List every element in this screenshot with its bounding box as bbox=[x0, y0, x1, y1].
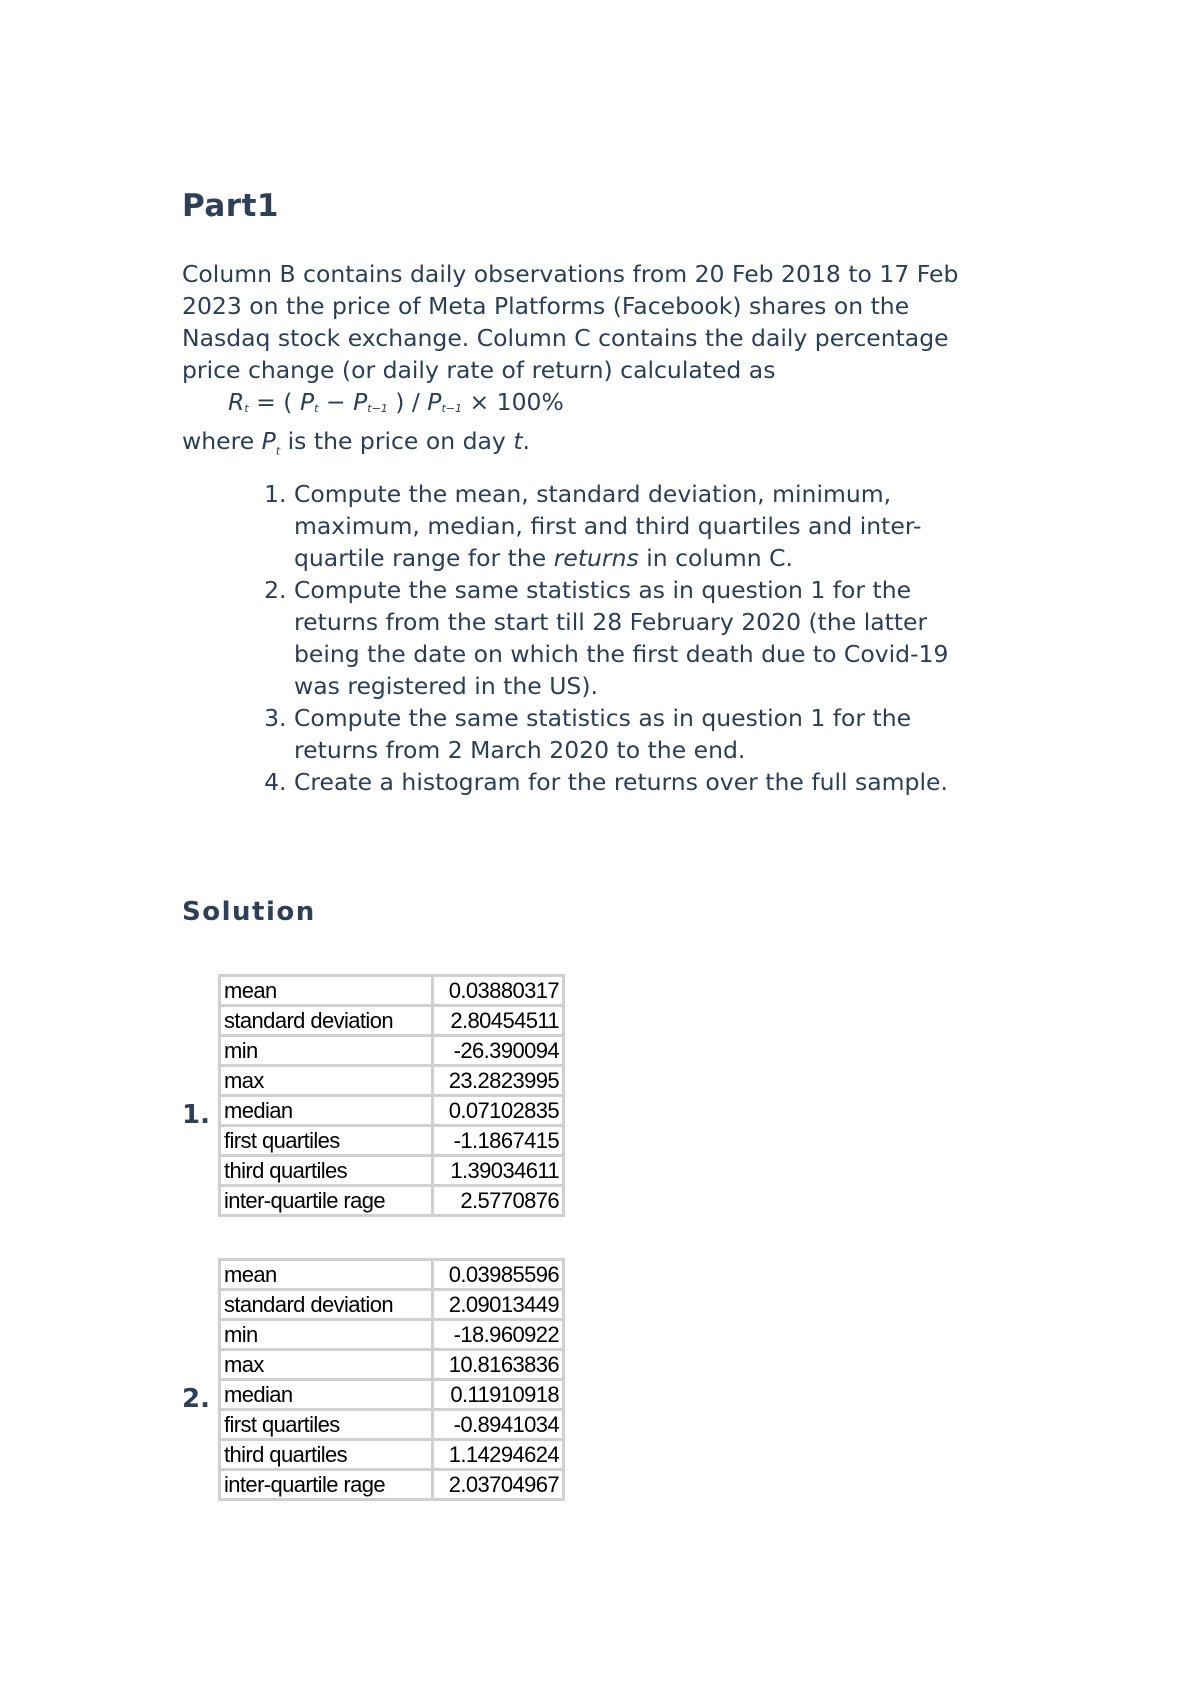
return-formula: $R_t$ = ( $P_t - P_{t-1}$ ) / $P_{t-1} \times 100\%$ bbox=[228, 388, 564, 416]
stat-label: third quartiles bbox=[220, 1156, 433, 1186]
formula-definition: where $P_t$ is the price on day t. bbox=[182, 427, 531, 458]
stat-row bbox=[220, 1186, 564, 1216]
stat-label: standard deviation bbox=[220, 1006, 433, 1036]
stat-row bbox=[220, 1260, 564, 1290]
intro-line: 2023 on the price of Meta Platforms (Facebook) shares on the bbox=[182, 292, 910, 320]
stat-label: median bbox=[220, 1380, 433, 1410]
stat-value: 1.14294624 bbox=[433, 1440, 564, 1470]
stat-value: -18.960922 bbox=[433, 1320, 564, 1350]
statistics-table-2 bbox=[218, 1258, 565, 1501]
solution-number: 2. bbox=[182, 1384, 210, 1414]
intro-line: Nasdaq stock exchange. Column C contains the daily percentage bbox=[182, 324, 949, 352]
question-item: 3. Compute the same statistics as in question 1 for the returns from 2 March 2020 to the end. bbox=[294, 702, 1014, 766]
stat-label: median bbox=[220, 1096, 433, 1126]
stat-row bbox=[220, 1290, 564, 1320]
stat-row bbox=[220, 1006, 564, 1036]
stat-label: standard deviation bbox=[220, 1290, 433, 1320]
stat-label: first quartiles bbox=[220, 1126, 433, 1156]
intro-line: Column B contains daily observations from 20 Feb 2018 to 17 Feb bbox=[182, 260, 959, 288]
intro-line: price change (or daily rate of return) calculated as bbox=[182, 356, 776, 384]
stat-label: inter-quartile rage bbox=[220, 1186, 433, 1216]
stat-row bbox=[220, 1350, 564, 1380]
stat-value: -0.8941034 bbox=[433, 1410, 564, 1440]
stat-label: mean bbox=[220, 976, 433, 1006]
stat-row bbox=[220, 1066, 564, 1096]
question-item: 1. Compute the mean, standard deviation, minimum, maximum, median, first and third quartiles and inter- quartile range for the returns in column C. bbox=[294, 478, 1014, 574]
part-heading: Part1 bbox=[182, 188, 279, 224]
stat-value: -1.1867415 bbox=[433, 1126, 564, 1156]
statistics-table-1 bbox=[218, 974, 565, 1217]
stat-row bbox=[220, 1036, 564, 1066]
stat-value: 0.03880317 bbox=[433, 976, 564, 1006]
question-item: 2. Compute the same statistics as in question 1 for the returns from the start till 28 February 2020 (the latter being the date on which the first death due to Covid-19 was registered in the US). bbox=[294, 574, 1014, 702]
stat-label: min bbox=[220, 1036, 433, 1066]
stat-value: -26.390094 bbox=[433, 1036, 564, 1066]
stat-row bbox=[220, 1156, 564, 1186]
stat-row bbox=[220, 1320, 564, 1350]
stat-value: 2.03704967 bbox=[433, 1470, 564, 1500]
stat-label: third quartiles bbox=[220, 1440, 433, 1470]
stat-value: 0.03985596 bbox=[433, 1260, 564, 1290]
stat-value: 0.07102835 bbox=[433, 1096, 564, 1126]
solution-number: 1. bbox=[182, 1100, 210, 1130]
stat-label: max bbox=[220, 1350, 433, 1380]
stat-value: 1.39034611 bbox=[433, 1156, 564, 1186]
stat-row bbox=[220, 1410, 564, 1440]
question-list bbox=[252, 478, 1014, 798]
stat-row bbox=[220, 1440, 564, 1470]
question-item: 4. Create a histogram for the returns over the full sample. bbox=[294, 766, 1014, 798]
stat-label: inter-quartile rage bbox=[220, 1470, 433, 1500]
stat-label: mean bbox=[220, 1260, 433, 1290]
stat-value: 0.11910918 bbox=[433, 1380, 564, 1410]
stat-row bbox=[220, 976, 564, 1006]
stat-label: min bbox=[220, 1320, 433, 1350]
stat-value: 10.8163836 bbox=[433, 1350, 564, 1380]
stat-row bbox=[220, 1126, 564, 1156]
stat-row bbox=[220, 1470, 564, 1500]
stat-value: 2.09013449 bbox=[433, 1290, 564, 1320]
solution-heading: Solution bbox=[182, 897, 316, 927]
stat-label: max bbox=[220, 1066, 433, 1096]
stat-row bbox=[220, 1380, 564, 1410]
intro-paragraph bbox=[182, 258, 1002, 468]
stat-label: first quartiles bbox=[220, 1410, 433, 1440]
stat-value: 2.80454511 bbox=[433, 1006, 564, 1036]
stat-value: 23.2823995 bbox=[433, 1066, 564, 1096]
stat-value: 2.5770876 bbox=[433, 1186, 564, 1216]
stat-row bbox=[220, 1096, 564, 1126]
